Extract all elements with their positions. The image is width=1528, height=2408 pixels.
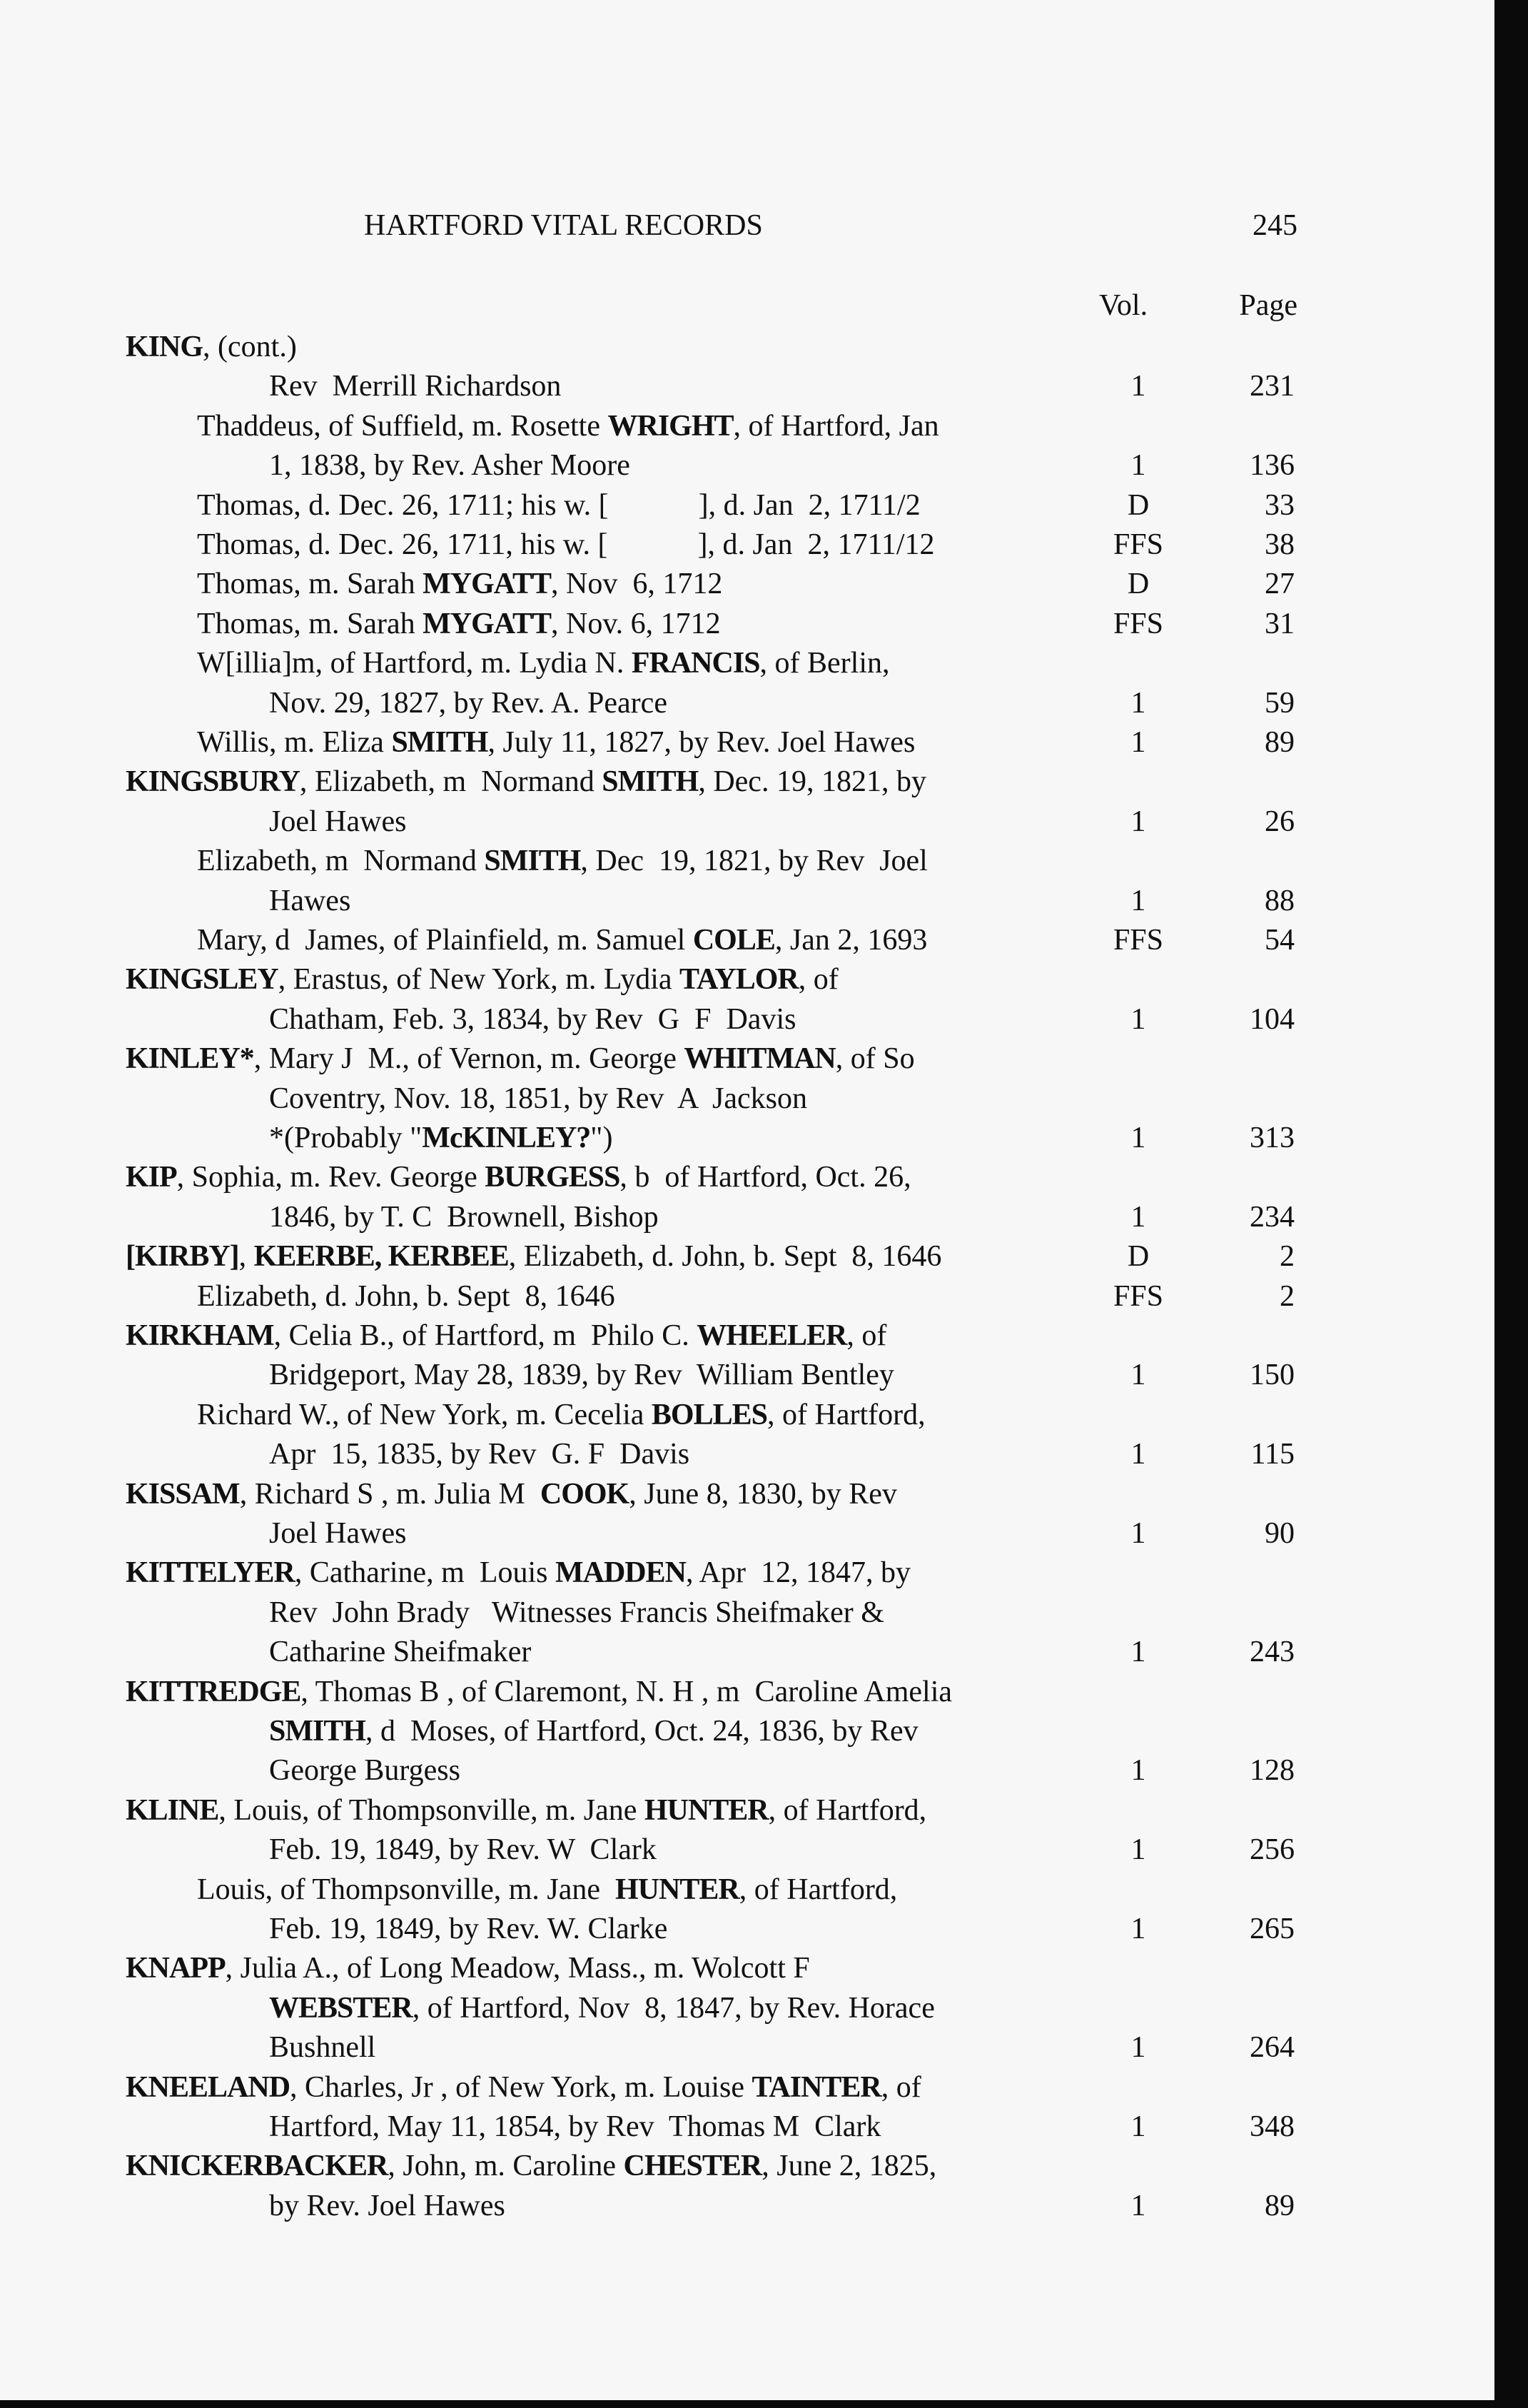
surname: WHITMAN (684, 1042, 836, 1076)
record-text-segment: Mary, d James, of Plainfield, m. Samuel (197, 924, 693, 957)
record-line (0, 683, 1492, 723)
volume-cell: 1 (1130, 686, 1146, 720)
surname: FRANCIS (631, 647, 760, 680)
record-line (0, 2146, 1492, 2186)
record-line (0, 1197, 1492, 1237)
volume-cell: 1 (1130, 1122, 1146, 1154)
record-text-segment: Feb. 19, 1849, by Rev. W Clark (269, 1833, 657, 1867)
surname: KING (126, 331, 203, 363)
record-text-segment: , of Hartford, (767, 1398, 926, 1431)
record-text-segment: , of Hartford, (768, 1793, 927, 1827)
page-cell: 348 (1250, 2110, 1295, 2143)
record-line (0, 1118, 1492, 1158)
record-line (0, 2186, 1492, 2226)
record-line (0, 564, 1492, 604)
surname: SMITH (391, 726, 488, 759)
record-text-segment: , Elizabeth, m Normand (299, 765, 602, 799)
page-cell: 2 (1280, 1240, 1295, 1274)
record-text-segment: , June 2, 1825, (762, 2150, 937, 2183)
record-line (0, 1157, 1492, 1197)
record-line (0, 604, 1492, 644)
surname: MYGATT (423, 568, 551, 601)
record-line (0, 406, 1492, 446)
record-text-segment: , of (846, 1319, 887, 1352)
record-text (126, 2146, 936, 2186)
record-line (0, 366, 1492, 406)
volume-cell: FFS (1113, 528, 1164, 561)
record-text-segment: 1, 1838, by Rev. Asher Moore (269, 449, 630, 483)
page-cell: 136 (1250, 449, 1295, 483)
record-text-segment: , of Berlin, (759, 647, 890, 680)
record-text-segment: , of (881, 2070, 921, 2104)
record-text (269, 1434, 689, 1474)
record-text-segment: ") (590, 1122, 613, 1154)
record-text (126, 1157, 911, 1197)
surname: MADDEN (555, 1556, 686, 1590)
record-text (126, 762, 926, 802)
record-text (269, 2186, 505, 2226)
record-line (0, 1830, 1492, 1870)
surname: KEERBE, KERBEE (253, 1240, 509, 1274)
record-text (197, 841, 928, 881)
record-line (0, 1948, 1492, 1988)
record-text-segment: Nov. 29, 1827, by Rev. A. Pearce (269, 686, 667, 720)
record-text-segment: Bridgeport, May 28, 1839, by Rev William Bentley (269, 1359, 894, 1392)
record-text-segment: , Mary J M., of Vernon, m. George (253, 1042, 684, 1076)
record-text-segment: , Elizabeth, d. John, b. Sept 8, 1646 (508, 1240, 942, 1274)
record-text-segment: 1846, by T. C Brownell, Bishop (269, 1200, 659, 1234)
record-text-segment: , Erastus, of New York, m. Lydia (278, 963, 680, 997)
record-text-segment: , Jan 2, 1693 (774, 924, 928, 957)
record-text-segment: , Thomas B , of Claremont, N. H , m Caroline Amelia (300, 1675, 953, 1708)
page-cell: 264 (1250, 2031, 1295, 2065)
record-text (269, 683, 667, 723)
volume-cell: FFS (1113, 924, 1164, 957)
page-cell: 89 (1265, 2189, 1295, 2222)
running-title: HARTFORD VITAL RECORDS (364, 209, 763, 242)
record-line (0, 1672, 1492, 1712)
page-cell: 234 (1250, 1200, 1295, 1234)
record-text-segment: Thomas, d. Dec. 26, 1711; his w. [ ], d. Jan 2, 1711/2 (197, 488, 921, 522)
record-text-segment: , Charles, Jr , of New York, m. Louise (290, 2070, 752, 2104)
record-text (126, 1553, 911, 1593)
volume-cell: 1 (1130, 1359, 1146, 1392)
surname: KIP (126, 1161, 177, 1194)
record-text-segment: Chatham, Feb. 3, 1834, by Rev G F Davis (269, 1002, 796, 1036)
record-text-segment: , Sophia, m. Rev. George (176, 1161, 485, 1194)
page-cell: 26 (1265, 805, 1295, 838)
record-text (269, 1711, 919, 1751)
volume-cell: 1 (1130, 2031, 1146, 2065)
page-cell: 89 (1265, 726, 1295, 759)
record-text-segment: by Rev. Joel Hawes (269, 2189, 505, 2222)
record-line (0, 841, 1492, 881)
record-text-segment: Elizabeth, m Normand (197, 845, 485, 878)
record-text (197, 525, 935, 565)
record-text (126, 1672, 952, 1712)
record-text-segment: George Burgess (269, 1754, 460, 1788)
record-text-segment: Apr 15, 1835, by Rev G. F Davis (269, 1438, 690, 1471)
page-cell: 2 (1280, 1279, 1295, 1313)
record-text-segment: Thaddeus, of Suffield, m. Rosette (197, 409, 608, 443)
record-text-segment: , Louis, of Thompsonville, m. Jane (218, 1793, 644, 1827)
volume-cell: 1 (1130, 1438, 1146, 1471)
record-text-segment: , of So (835, 1042, 915, 1076)
record-line (0, 485, 1492, 525)
volume-cell: 1 (1130, 370, 1146, 403)
record-text (269, 1355, 894, 1395)
surname: KNEELAND (126, 2070, 290, 2104)
page-cell: 313 (1250, 1122, 1295, 1154)
record-line (0, 1039, 1492, 1079)
volume-cell: FFS (1113, 1279, 1164, 1313)
record-text-segment: Richard W., of New York, m. Cecelia (197, 1398, 652, 1431)
record-text-segment: Louis, of Thompsonville, m. Jane (197, 1873, 616, 1906)
record-line (0, 1079, 1492, 1119)
surname: SMITH (269, 1715, 366, 1748)
record-text (126, 1236, 941, 1276)
record-text-segment: Rev John Brady Witnesses Francis Sheifmaker & (269, 1596, 884, 1629)
record-text-segment: Feb. 19, 1849, by Rev. W. Clarke (269, 1913, 668, 1945)
record-line (0, 762, 1492, 802)
page-cell: 265 (1250, 1913, 1295, 1945)
surname: MYGATT (423, 607, 551, 640)
record-text (197, 722, 915, 762)
page-cell: 104 (1250, 1002, 1295, 1036)
volume-cell: 1 (1130, 1754, 1146, 1788)
record-line (0, 999, 1492, 1039)
volume-cell: 1 (1130, 1200, 1146, 1234)
record-line (0, 881, 1492, 921)
volume-cell: 1 (1130, 2110, 1146, 2143)
page-number: 245 (1253, 209, 1297, 242)
record-line (0, 2107, 1492, 2147)
page-cell: 256 (1250, 1833, 1295, 1867)
record-line (0, 445, 1492, 485)
record-line (0, 1355, 1492, 1395)
record-line (0, 1316, 1492, 1356)
surname: KITTREDGE (126, 1675, 301, 1708)
record-text (269, 802, 406, 842)
surname: KINLEY* (126, 1042, 254, 1076)
record-text-segment: , Nov. 6, 1712 (551, 607, 721, 640)
page-cell: 90 (1265, 1517, 1295, 1550)
surname: BOLLES (651, 1398, 768, 1431)
record-text (197, 643, 890, 683)
record-text-segment: Catharine Sheifmaker (269, 1636, 532, 1669)
record-text (197, 564, 722, 604)
record-text (269, 881, 350, 921)
record-text (197, 920, 927, 960)
page-cell: 38 (1265, 528, 1295, 561)
record-text-segment: , July 11, 1827, by Rev. Joel Hawes (487, 726, 916, 759)
record-line (0, 920, 1492, 960)
record-text-segment: , d Moses, of Hartford, Oct. 24, 1836, by Rev (365, 1715, 919, 1748)
record-text-segment: Thomas, m. Sarah (197, 568, 423, 601)
volume-cell: 1 (1130, 1833, 1146, 1867)
record-line (0, 1395, 1492, 1435)
record-text (269, 1118, 612, 1158)
surname: WRIGHT (607, 409, 734, 443)
record-text-segment: Hartford, May 11, 1854, by Rev Thomas M Clark (269, 2110, 881, 2143)
volume-cell: D (1127, 488, 1150, 522)
record-text-segment: Hawes (269, 884, 351, 917)
volume-cell: 1 (1130, 726, 1146, 759)
record-line (0, 802, 1492, 842)
volume-cell: 1 (1130, 1636, 1146, 1669)
record-line (0, 1474, 1492, 1514)
record-text-segment: , Dec 19, 1821, by Rev Joel (580, 845, 928, 878)
record-text-segment: , Julia A., of Long Meadow, Mass., m. Wolcott F (225, 1952, 810, 1985)
surname: KITTELYER (126, 1556, 295, 1590)
volume-cell: 1 (1130, 805, 1146, 838)
record-line (0, 2067, 1492, 2107)
record-text-segment: Rev Merrill Richardson (269, 370, 562, 403)
record-text (269, 1197, 659, 1237)
record-text-segment: Thomas, m. Sarah (197, 607, 423, 640)
surname: TAINTER (752, 2070, 881, 2104)
record-line (0, 525, 1492, 565)
surname: KINGSLEY (126, 963, 278, 997)
page-cell: 27 (1265, 568, 1295, 601)
record-line (0, 1750, 1492, 1790)
record-text-segment: , Nov 6, 1712 (551, 568, 723, 601)
record-text (269, 2027, 375, 2067)
scan-edge-right (1494, 0, 1528, 2408)
surname: [KIRBY] (126, 1240, 239, 1274)
record-text (126, 1474, 897, 1514)
record-line (0, 722, 1492, 762)
surname: KLINE (126, 1793, 219, 1827)
page-cell: 128 (1250, 1754, 1295, 1788)
volume-cell: D (1127, 568, 1150, 601)
volume-cell: 1 (1130, 449, 1146, 483)
surname: COLE (692, 924, 775, 957)
record-text (269, 1988, 935, 2028)
record-text-segment: , (cont.) (203, 331, 297, 363)
record-text (269, 1750, 460, 1790)
scan-edge-bottom (0, 2400, 1528, 2408)
record-line (0, 1870, 1492, 1910)
record-text-segment: W[illia]m, of Hartford, m. Lydia N. (197, 647, 632, 680)
record-text (269, 1079, 807, 1119)
record-text-segment: Willis, m. Eliza (197, 726, 392, 759)
record-text-segment: , of Hartford, (739, 1873, 898, 1906)
record-text (126, 2067, 921, 2107)
record-text (269, 445, 630, 485)
record-text-segment: , John, m. Caroline (388, 2150, 624, 2183)
record-text-segment: *(Probably " (269, 1122, 423, 1154)
record-text-segment: Joel Hawes (269, 1517, 407, 1550)
surname: SMITH (602, 765, 699, 799)
record-line (0, 1434, 1492, 1474)
record-text-segment: , Apr 12, 1847, by (685, 1556, 911, 1590)
record-text (126, 327, 297, 367)
page-cell: 54 (1265, 924, 1295, 957)
record-text-segment: , (238, 1240, 254, 1274)
surname: WEBSTER (269, 1991, 413, 2025)
record-text (269, 1830, 657, 1870)
record-text-segment: , of (798, 963, 839, 997)
page-cell: 115 (1250, 1438, 1295, 1471)
surname: KIRKHAM (126, 1319, 274, 1352)
record-text-segment: , Catharine, m Louis (294, 1556, 555, 1590)
record-line (0, 1632, 1492, 1672)
volume-cell: D (1127, 1240, 1150, 1274)
volume-cell: FFS (1113, 607, 1164, 640)
record-text (269, 1909, 667, 1949)
page-cell: 88 (1265, 884, 1295, 917)
record-line (0, 1790, 1492, 1830)
record-text-segment: , of Hartford, Nov 8, 1847, by Rev. Horace (412, 1991, 935, 2025)
page-cell: 31 (1265, 607, 1295, 640)
surname: BURGESS (485, 1161, 620, 1194)
volume-cell: 1 (1130, 1913, 1146, 1945)
record-line (0, 1711, 1492, 1751)
volume-cell: 1 (1130, 2189, 1146, 2222)
surname: KINGSBURY (126, 765, 300, 799)
record-text-segment: , June 8, 1830, by Rev (629, 1477, 897, 1511)
record-text (126, 959, 839, 999)
surname: KNICKERBACKER (126, 2150, 388, 2183)
record-line (0, 1513, 1492, 1553)
record-line (0, 2027, 1492, 2067)
record-text-segment: Elizabeth, d. John, b. Sept 8, 1646 (197, 1279, 615, 1313)
surname: CHESTER (623, 2150, 762, 2183)
surname: HUNTER (644, 1793, 769, 1827)
record-text-segment: , Richard S , m. Julia M (239, 1477, 540, 1511)
surname: KISSAM (126, 1477, 240, 1511)
record-text (269, 2107, 881, 2147)
page-cell: 33 (1265, 488, 1295, 522)
surname: McKINLEY? (422, 1122, 591, 1154)
record-line (0, 959, 1492, 999)
record-text (126, 1316, 886, 1356)
record-line (0, 327, 1492, 367)
record-text (126, 1790, 926, 1830)
record-text (197, 1870, 897, 1910)
record-text (197, 1395, 926, 1435)
record-text (197, 1276, 615, 1316)
record-line (0, 1909, 1492, 1949)
surname: HUNTER (615, 1873, 739, 1906)
column-header-page: Page (1239, 289, 1297, 322)
record-text (269, 1632, 531, 1672)
record-text-segment: , Dec. 19, 1821, by (698, 765, 926, 799)
record-text (197, 485, 921, 525)
volume-cell: 1 (1130, 884, 1146, 917)
record-text-segment: Coventry, Nov. 18, 1851, by Rev A Jackson (269, 1082, 808, 1115)
record-text-segment: Thomas, d. Dec. 26, 1711, his w. [ ], d. Jan 2, 1711/12 (197, 528, 935, 561)
record-text-segment: Joel Hawes (269, 805, 407, 838)
record-text (269, 1593, 884, 1633)
record-line (0, 643, 1492, 683)
surname: SMITH (484, 845, 581, 878)
record-text (197, 604, 721, 644)
page-cell: 150 (1250, 1359, 1295, 1392)
surname: COOK (540, 1477, 629, 1511)
page-cell: 59 (1265, 686, 1295, 720)
record-text-segment: , of Hartford, Jan (733, 409, 939, 443)
surname: WHEELER (697, 1319, 847, 1352)
volume-cell: 1 (1130, 1517, 1146, 1550)
record-text (269, 1513, 406, 1553)
record-text (269, 366, 561, 406)
record-text (126, 1039, 915, 1079)
record-line (0, 1236, 1492, 1276)
record-line (0, 1593, 1492, 1633)
surname: KNAPP (126, 1952, 226, 1985)
record-text-segment: , Celia B., of Hartford, m Philo C. (273, 1319, 697, 1352)
surname: TAYLOR (679, 963, 799, 997)
column-header-vol: Vol. (1099, 289, 1148, 322)
page-cell: 231 (1250, 370, 1295, 403)
record-line (0, 1276, 1492, 1316)
record-text (197, 406, 939, 446)
record-text (269, 999, 796, 1039)
page-cell: 243 (1250, 1636, 1295, 1669)
record-text (126, 1948, 810, 1988)
record-text-segment: , b of Hartford, Oct. 26, (619, 1161, 911, 1194)
record-line (0, 1988, 1492, 2028)
record-line (0, 1553, 1492, 1593)
record-text-segment: Bushnell (269, 2031, 376, 2065)
volume-cell: 1 (1130, 1002, 1146, 1036)
